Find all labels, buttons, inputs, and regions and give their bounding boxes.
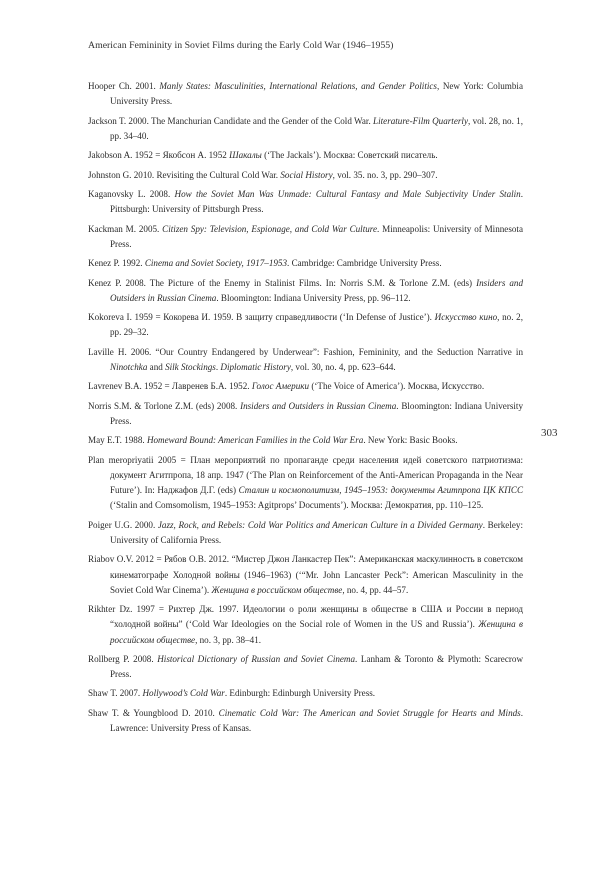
reference-text: . Pittsburgh: University of Pittsburgh Press. — [110, 188, 523, 215]
reference-text: , no. 2, pp. 29–32. — [110, 312, 523, 338]
reference-text: Jakobson A. 1952 = Якобсон А. 1952 — [88, 150, 230, 161]
reference-entry — [88, 148, 523, 163]
reference-text: . New York: Basic Books. — [363, 435, 458, 446]
reference-text: Laville H. 2006. “Our Country Endangered by Underwear”: Fashion, Femininity, and the Seduction Narrative in — [88, 346, 523, 357]
reference-title: Женщина в российском обществе — [110, 619, 523, 645]
reference-title: Голос Америки — [251, 381, 310, 392]
reference-title: Hollywood’s Cold War — [142, 688, 225, 699]
running-header: American Femininity in Soviet Films during the Early Cold War (1946–1955) — [88, 40, 394, 51]
reference-title: Jazz, Rock, and Rebels: Cold War Politics and American Culture in a Divided Germany — [157, 519, 483, 530]
reference-text: Hooper Ch. 2001. — [88, 81, 160, 91]
reference-entry — [88, 114, 523, 144]
reference-title: Женщина в российском обществе — [211, 584, 343, 595]
reference-text: . Cambridge: Cambridge University Press. — [287, 258, 442, 269]
reference-text: . Berkeley: University of California Press. — [110, 519, 523, 545]
reference-text: Lavrenev B.A. 1952 = Лавренев Б.А. 1952. — [88, 381, 252, 392]
reference-title: Шакалы — [229, 150, 262, 161]
reference-title: Cinema and Soviet Society, 1917–1953 — [144, 258, 288, 269]
reference-text: Kenez P. 1992. — [88, 258, 145, 269]
reference-text: (‘The Voice of America’). Москва, Искусство. — [309, 381, 485, 392]
reference-entry — [88, 256, 523, 271]
reference-entry — [88, 602, 523, 648]
reference-text: . Bloomington: Indiana University Press, pp. 96–112. — [216, 292, 411, 303]
reference-text: , no. 3, pp. 38–41. — [195, 634, 262, 645]
reference-title: How the Soviet Man Was Unmade: Cultural Fantasy and Male Subjectivity Under Stalin — [174, 188, 521, 199]
reference-text: , vol. 30, no. 4, pp. 623–644. — [290, 361, 396, 372]
reference-entry — [88, 453, 523, 514]
reference-text: Kaganovsky L. 2008. — [88, 188, 175, 199]
reference-text: (‘Stalin and Comsomolism, 1945–1953: Agitprops’ Documents’). Москва: Демократия, pp. 110–125. — [110, 500, 484, 511]
reference-text: . Lawrence: University Press of Kansas. — [110, 707, 523, 734]
reference-text: (‘The Jackals’). Москва: Советский писатель. — [261, 150, 438, 161]
reference-text: , New York: Columbia University Press. — [110, 81, 523, 107]
reference-entry — [88, 399, 523, 429]
reference-text: Kenez P. 2008. The Picture of the Enemy in Stalinist Films. In: Norris S.M. & Torlone Z.M. (eds) — [88, 277, 477, 288]
reference-text: Poiger U.G. 2000. — [88, 519, 158, 530]
reference-text: and — [147, 361, 166, 372]
reference-title: Сталин и космополитизм, 1945–1953: документы Агитпропа ЦК КПСС — [238, 485, 524, 496]
reference-entry — [88, 552, 523, 598]
reference-text: . Bloomington: Indiana University Press. — [110, 400, 524, 426]
reference-entry — [88, 518, 523, 548]
reference-text: . — [215, 361, 221, 372]
reference-title: Historical Dictionary of Russian and Soviet Cinema — [157, 653, 356, 664]
reference-text: Shaw T. 2007. — [88, 688, 143, 699]
reference-text: May E.T. 1988. — [88, 435, 147, 446]
reference-text: Shaw T. & Youngblood D. 2010. — [88, 707, 219, 718]
reference-entry — [88, 706, 523, 736]
reference-title: Manly States: Masculinities, International Relations, and Gender Politics — [159, 81, 437, 91]
reference-text: . Minneapolis: University of Minnesota Press. — [110, 223, 523, 249]
reference-text: , no. 4, pp. 44–57. — [342, 584, 409, 595]
reference-text: , vol. 28, no. 1, pp. 34–40. — [110, 115, 523, 141]
reference-title: Social History — [280, 169, 333, 180]
reference-entry — [88, 686, 523, 701]
reference-entry — [88, 310, 523, 340]
page-number: 303 — [541, 427, 558, 439]
reference-text: Rikhter Dz. 1997 = Рихтер Дж. 1997. Идеологии о роли женщины в обществе в США и России в период “холодной войны” (‘Cold War Ideologies on the Social role of Women in the US and Russia’). — [88, 604, 523, 630]
reference-text: Rollberg P. 2008. — [88, 653, 158, 664]
reference-list — [88, 79, 523, 740]
reference-text: Plan meropriyatii 2005 = План мероприятий по пропаганде среди населения идей советского патриотизма: документ Агитпропа, 18 апр. 1947 (‘The Plan on Reinforcement of the Anti-American Propaganda in the Near Future’). In: Наджафов Д.Г. (eds) — [88, 454, 523, 496]
reference-title: Ninotchka — [110, 361, 148, 372]
reference-text: Jackson T. 2000. The Manchurian Candidate and the Gender of the Cold War. — [88, 115, 374, 126]
reference-text: . Lanham & Toronto & Plymoth: Scarecrow Press. — [110, 653, 524, 680]
reference-text: Kackman M. 2005. — [88, 223, 163, 234]
reference-entry — [88, 345, 523, 375]
reference-entry — [88, 433, 523, 448]
reference-entry — [88, 379, 523, 394]
reference-title: Silk Stockings — [165, 361, 216, 372]
reference-entry — [88, 79, 523, 109]
reference-title: Cinematic Cold War: The American and Soviet Struggle for Hearts and Minds — [218, 707, 521, 718]
reference-entry — [88, 187, 523, 217]
reference-title: Citizen Spy: Television, Espionage, and Cold War Culture — [162, 223, 378, 234]
reference-title: Literature-Film Quarterly — [373, 115, 468, 126]
reference-text: Kokoreva I. 1959 = Кокорева И. 1959. В защиту справедливости (‘In Defense of Justice’). — [88, 312, 435, 323]
reference-entry — [88, 168, 523, 183]
reference-text: Johnston G. 2010. Revisiting the Cultural Cold War. — [88, 169, 281, 180]
reference-entry — [88, 652, 523, 682]
reference-entry — [88, 276, 523, 306]
reference-text: . Edinburgh: Edinburgh University Press. — [224, 688, 376, 699]
reference-text: Norris S.M. & Torlone Z.M. (eds) 2008. — [88, 400, 241, 411]
reference-title: Искусство кино — [434, 312, 498, 323]
reference-entry — [88, 222, 523, 252]
reference-title: Diplomatic History — [220, 361, 291, 372]
reference-title: Insiders and Outsiders in Russian Cinema — [110, 277, 523, 303]
reference-text: , vol. 35. no. 3, pp. 290–307. — [332, 169, 438, 180]
reference-title: Homeward Bound: American Families in the Cold War Era — [146, 435, 364, 446]
reference-title: Insiders and Outsiders in Russian Cinema — [240, 400, 397, 411]
reference-text: Riabov O.V. 2012 = Рябов О.В. 2012. “Мистер Джон Ланкастер Пек”: Американская маскулинность в советском кинематографе Холодной войны (1946–1963) (‘“Mr. John Lancaster Peck”: American Masculinity in the Soviet Cold War Cinema’). — [88, 554, 523, 595]
